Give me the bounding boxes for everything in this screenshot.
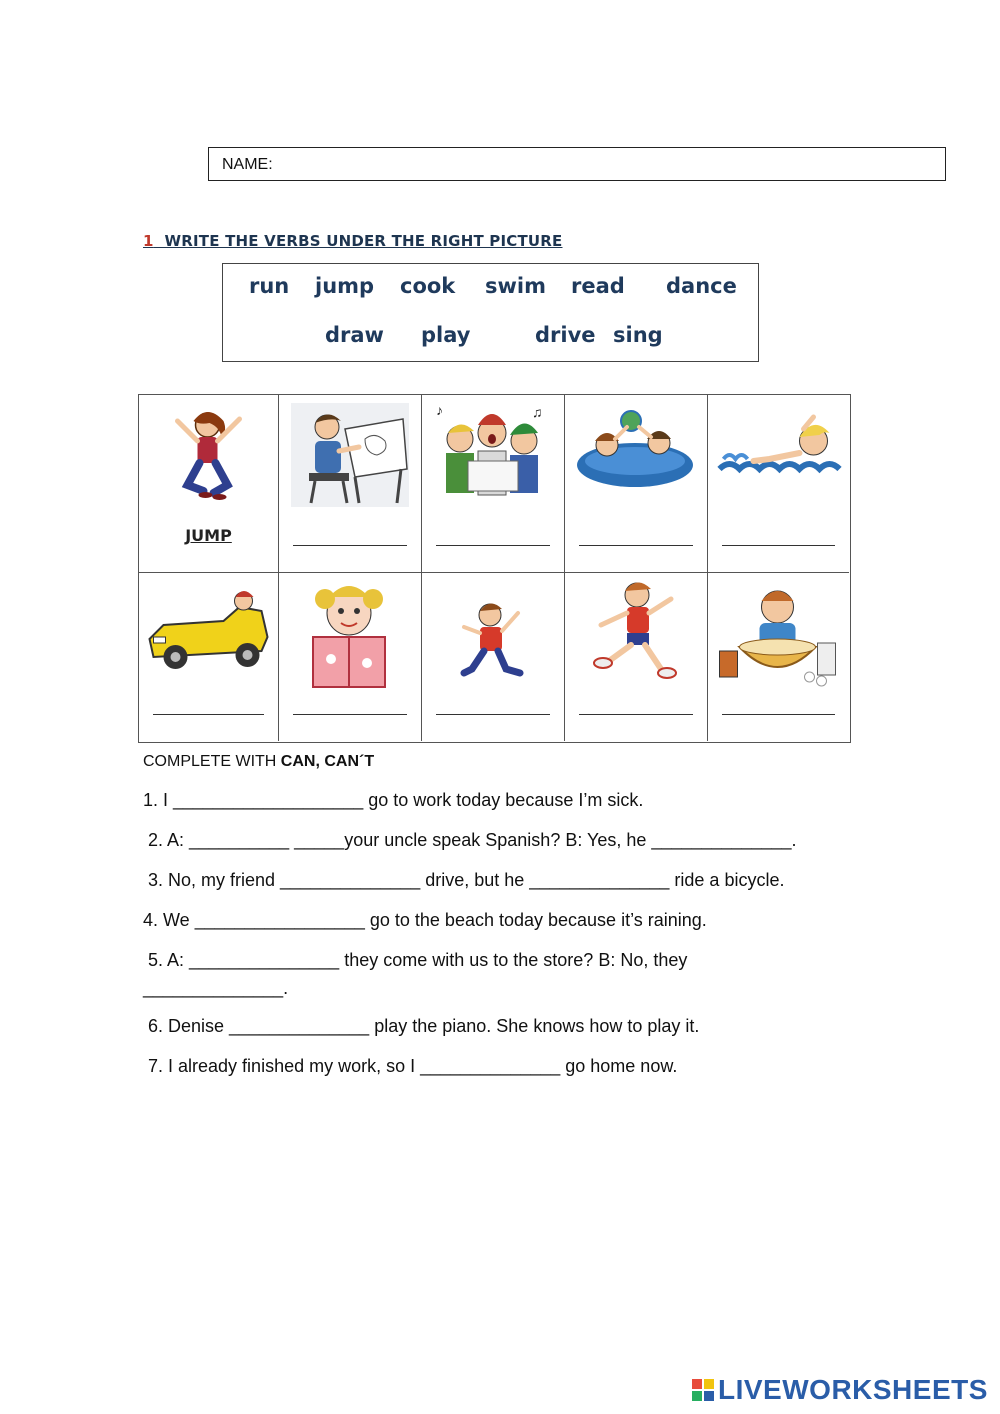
- verb-run: run: [249, 274, 290, 298]
- sentence-6[interactable]: 6. Denise ______________ play the piano. She knows how to play it.: [143, 1016, 700, 1036]
- section-1-title-text: WRITE THE VERBS UNDER THE RIGHT PICTURE: [164, 232, 563, 250]
- picture-cell: [565, 573, 708, 741]
- picture-cell: [708, 395, 849, 573]
- section-1-title: [143, 232, 563, 250]
- answer-field-jump[interactable]: JUMP: [185, 526, 232, 545]
- picture-cell: [565, 395, 708, 573]
- picture-cell: [708, 573, 849, 741]
- picture-cell: [279, 395, 422, 573]
- kids-playing-in-water-icon: [569, 399, 703, 509]
- boy-dancing-icon: [426, 577, 560, 697]
- verb-jump: jump: [315, 274, 375, 298]
- sentence-1[interactable]: 1. I ___________________ go to work today because I’m sick.: [143, 790, 644, 810]
- name-label: NAME:: [222, 156, 273, 173]
- sentence-2[interactable]: 2. A: __________ _____your uncle speak Spanish? B: Yes, he ______________.: [143, 830, 797, 850]
- verb-drive: drive: [535, 323, 596, 347]
- answer-field[interactable]: [722, 694, 835, 715]
- verb-dance: dance: [666, 274, 737, 298]
- verb-bank: [222, 263, 759, 362]
- answer-field[interactable]: [579, 694, 693, 715]
- answer-field[interactable]: [436, 694, 550, 715]
- girl-jumping-icon: [143, 399, 274, 509]
- boy-cooking-icon: [712, 577, 845, 697]
- sentence-5[interactable]: 5. A: _______________ they come with us to the store? B: No, they: [143, 950, 688, 970]
- section-2-title-bold: CAN, CAN´T: [280, 753, 375, 770]
- girl-reading-book-icon: [283, 577, 417, 697]
- section-1-number: 1: [143, 232, 154, 250]
- answer-field[interactable]: [722, 525, 835, 546]
- svg-text:♫: ♫: [532, 404, 543, 420]
- verb-cook: cook: [400, 274, 456, 298]
- picture-cell: [139, 395, 279, 573]
- verb-read: read: [571, 274, 625, 298]
- name-field[interactable]: [208, 147, 946, 181]
- answer-field[interactable]: [579, 525, 693, 546]
- verb-swim: swim: [485, 274, 546, 298]
- picture-cell: [279, 573, 422, 741]
- man-driving-car-icon: [143, 577, 274, 697]
- logo-squares-icon: [692, 1379, 714, 1401]
- picture-cell: [422, 395, 565, 573]
- sentence-5-continuation[interactable]: ______________.: [143, 978, 289, 998]
- picture-grid: [138, 394, 851, 743]
- answer-field[interactable]: [436, 525, 550, 546]
- answer-field[interactable]: [153, 694, 264, 715]
- kids-singing-icon: [426, 399, 560, 509]
- boy-drawing-icon: [283, 399, 417, 509]
- answer-field[interactable]: [293, 694, 407, 715]
- sentence-7[interactable]: 7. I already finished my work, so I ______________ go home now.: [143, 1056, 678, 1076]
- picture-cell: [139, 573, 279, 741]
- logo-text: LIVEWORKSHEETS: [718, 1374, 988, 1405]
- section-2-title-prefix: COMPLETE WITH: [143, 753, 281, 770]
- verb-draw: draw: [325, 323, 384, 347]
- sentence-4[interactable]: 4. We _________________ go to the beach today because it’s raining.: [143, 910, 707, 930]
- answer-field[interactable]: [293, 525, 407, 546]
- sentence-3[interactable]: 3. No, my friend ______________ drive, but he ______________ ride a bicycle.: [143, 870, 785, 890]
- verb-sing: sing: [613, 323, 663, 347]
- svg-text:♪: ♪: [436, 402, 443, 418]
- liveworksheets-logo: [692, 1374, 988, 1406]
- picture-cell: [422, 573, 565, 741]
- section-2-title: [143, 753, 374, 771]
- boy-running-icon: [569, 577, 703, 697]
- verb-play: play: [421, 323, 471, 347]
- girl-swimming-icon: [712, 399, 845, 509]
